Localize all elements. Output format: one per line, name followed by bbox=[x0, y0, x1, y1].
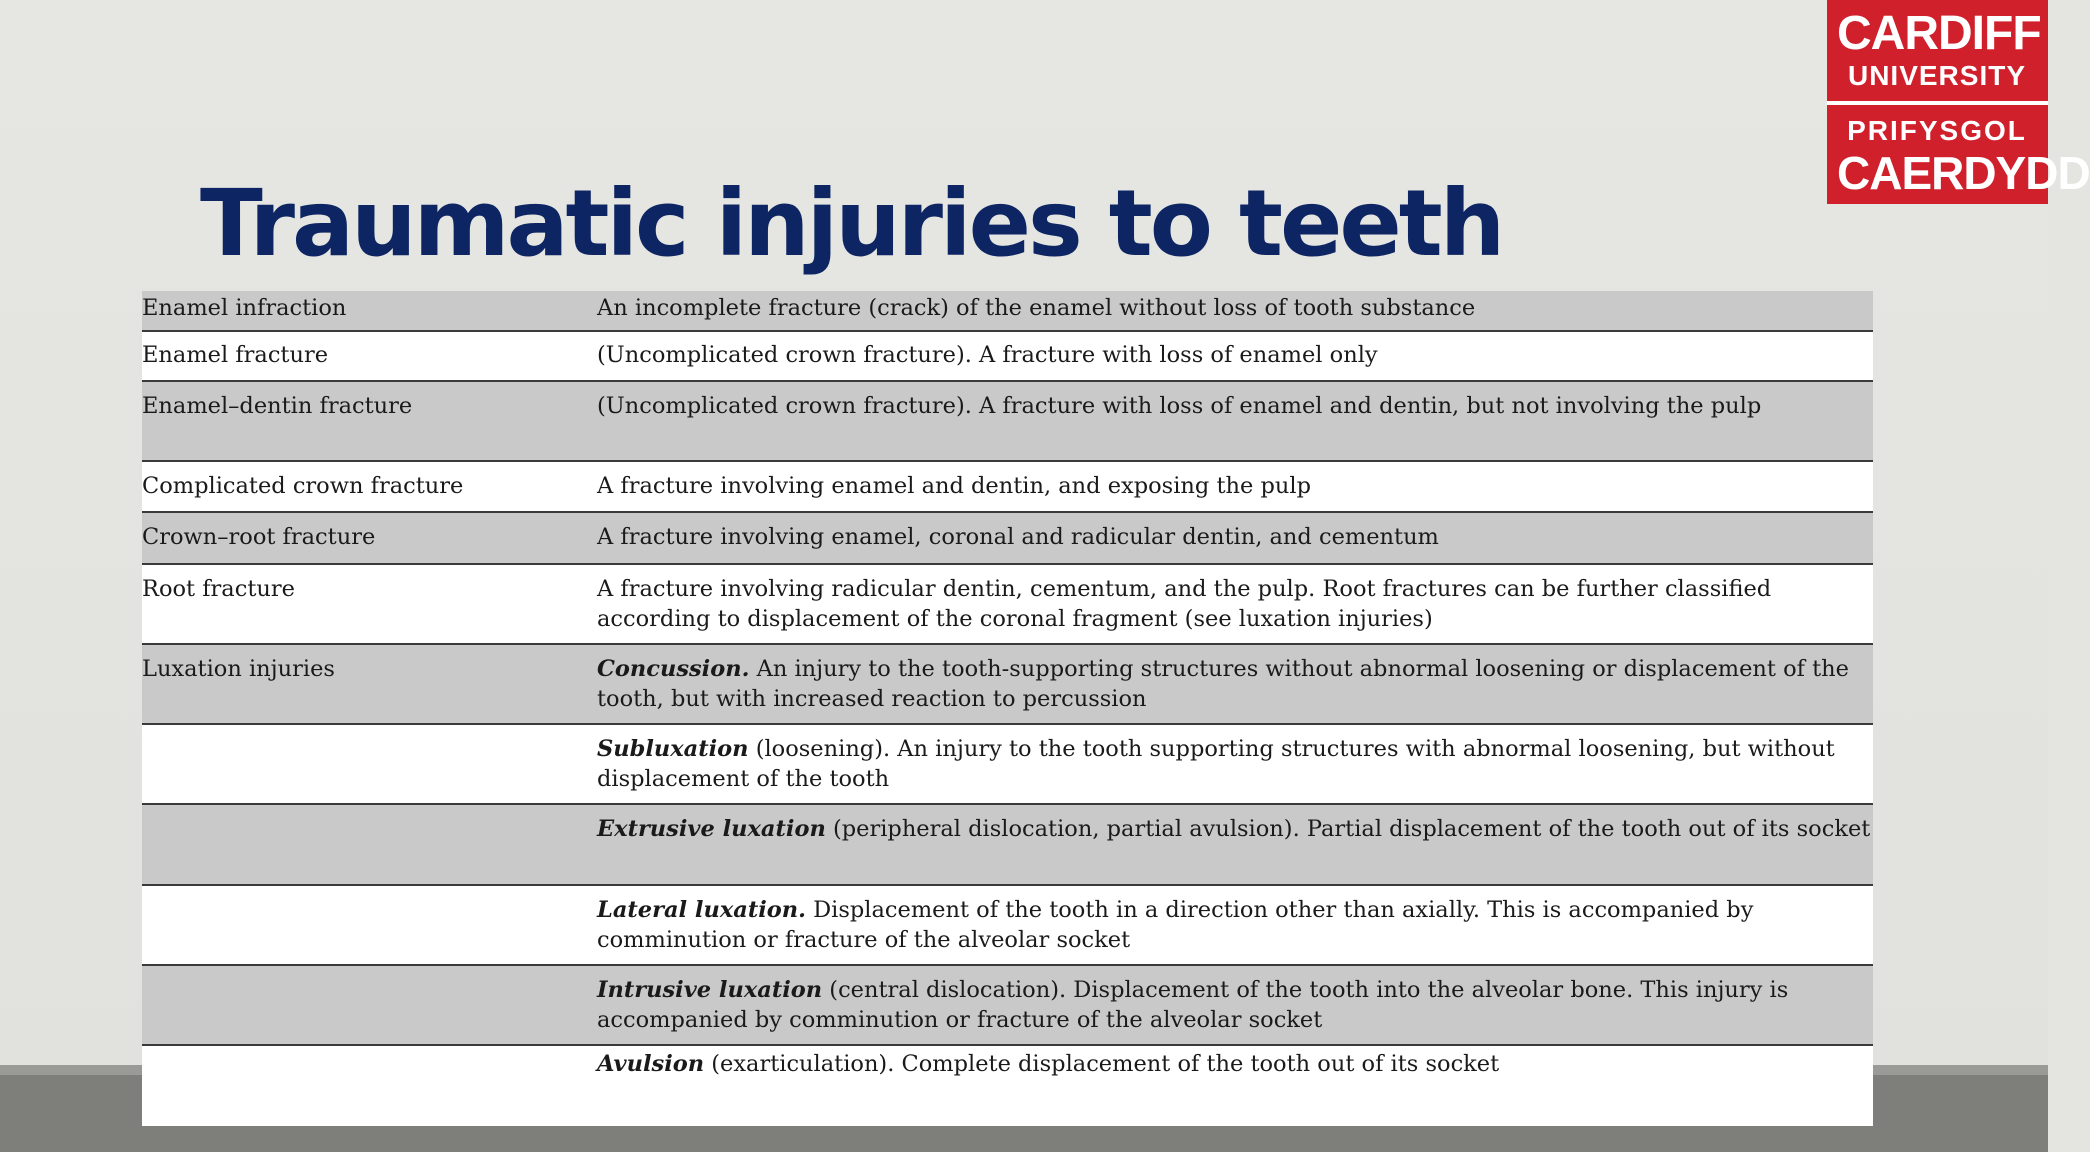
table-row bbox=[142, 513, 1873, 565]
row-term: Enamel fracture bbox=[142, 342, 329, 368]
logo-line-university: UNIVERSITY bbox=[1847, 60, 2027, 91]
row-definition bbox=[597, 462, 1873, 501]
row-text: (central dislocation). Displacement of the tooth into the alveolar bone. This injury is accompanied by comminution or fracture of the alveolar socket bbox=[597, 977, 1789, 1033]
row-text: Displacement of the tooth in a direction other than axially. This is accompanied by comminution or fracture of the alveolar socket bbox=[597, 897, 1754, 953]
row-text: (peripheral dislocation, partial avulsion). Partial displacement of the tooth out of its socket bbox=[825, 816, 1871, 842]
row-text: A fracture involving enamel, coronal and radicular dentin, and cementum bbox=[597, 524, 1439, 550]
row-text: (exarticulation). Complete displacement of the tooth out of its socket bbox=[704, 1051, 1500, 1077]
table-row bbox=[142, 805, 1873, 886]
row-emphasis: Lateral luxation. bbox=[597, 897, 806, 923]
row-definition bbox=[597, 382, 1873, 421]
row-definition bbox=[597, 805, 1873, 844]
row-emphasis: Avulsion bbox=[597, 1051, 705, 1077]
table-row bbox=[142, 725, 1873, 805]
row-term: Root fracture bbox=[142, 576, 295, 602]
row-text: An incomplete fracture (crack) of the enamel without loss of tooth substance bbox=[597, 295, 1476, 321]
row-text: (Uncomplicated crown fracture). A fracture with loss of enamel only bbox=[597, 342, 1378, 368]
row-emphasis: Intrusive luxation bbox=[597, 977, 823, 1003]
table-row bbox=[142, 886, 1873, 966]
cardiff-university-logo bbox=[1827, 0, 2090, 204]
injury-classification-table bbox=[142, 291, 1873, 1077]
row-definition bbox=[597, 645, 1873, 714]
row-emphasis: Concussion. bbox=[597, 656, 750, 682]
table-row bbox=[142, 382, 1873, 462]
row-definition bbox=[597, 513, 1873, 552]
row-definition bbox=[597, 966, 1873, 1035]
table-row bbox=[142, 291, 1873, 332]
row-definition bbox=[597, 1046, 1873, 1079]
row-emphasis: Subluxation bbox=[597, 736, 749, 762]
table-row bbox=[142, 966, 1873, 1046]
row-definition bbox=[597, 725, 1873, 794]
row-text: (Uncomplicated crown fracture). A fracture with loss of enamel and dentin, but not involving the pulp bbox=[597, 393, 1762, 419]
table-row bbox=[142, 645, 1873, 725]
row-text: An injury to the tooth-supporting structures without abnormal loosening or displacement of the tooth, but with increased reaction to percussion bbox=[597, 656, 1849, 712]
row-definition bbox=[597, 332, 1873, 370]
row-term: Enamel–dentin fracture bbox=[142, 393, 413, 419]
row-text: A fracture involving enamel and dentin, and exposing the pulp bbox=[597, 473, 1311, 499]
row-text: (loosening). An injury to the tooth supporting structures with abnormal loosening, but without displacement of the tooth bbox=[597, 736, 1835, 792]
row-definition bbox=[597, 886, 1873, 955]
logo-line-cardiff: CARDIFF bbox=[1837, 7, 2041, 60]
table-row bbox=[142, 1046, 1873, 1126]
row-definition bbox=[597, 565, 1873, 634]
row-term: Complicated crown fracture bbox=[142, 473, 464, 499]
row-definition bbox=[597, 291, 1873, 323]
logo-line-caerdydd: CAERDYDD bbox=[1837, 147, 2090, 199]
logo-divider bbox=[1827, 101, 2048, 105]
logo-line-prifysgol: PRIFYSGOL bbox=[1847, 115, 2027, 146]
row-term: Luxation injuries bbox=[142, 656, 335, 682]
table-row bbox=[142, 332, 1873, 382]
table-row bbox=[142, 565, 1873, 645]
slide-title: Traumatic injuries to teeth bbox=[200, 170, 1503, 277]
row-term: Crown–root fracture bbox=[142, 524, 376, 550]
row-text: A fracture involving radicular dentin, cementum, and the pulp. Root fractures can be further classified according to displacement of the coronal fragment (see luxation injuries) bbox=[597, 576, 1772, 632]
row-emphasis: Extrusive luxation bbox=[597, 816, 826, 842]
row-term: Enamel infraction bbox=[142, 295, 347, 321]
table-row bbox=[142, 462, 1873, 513]
